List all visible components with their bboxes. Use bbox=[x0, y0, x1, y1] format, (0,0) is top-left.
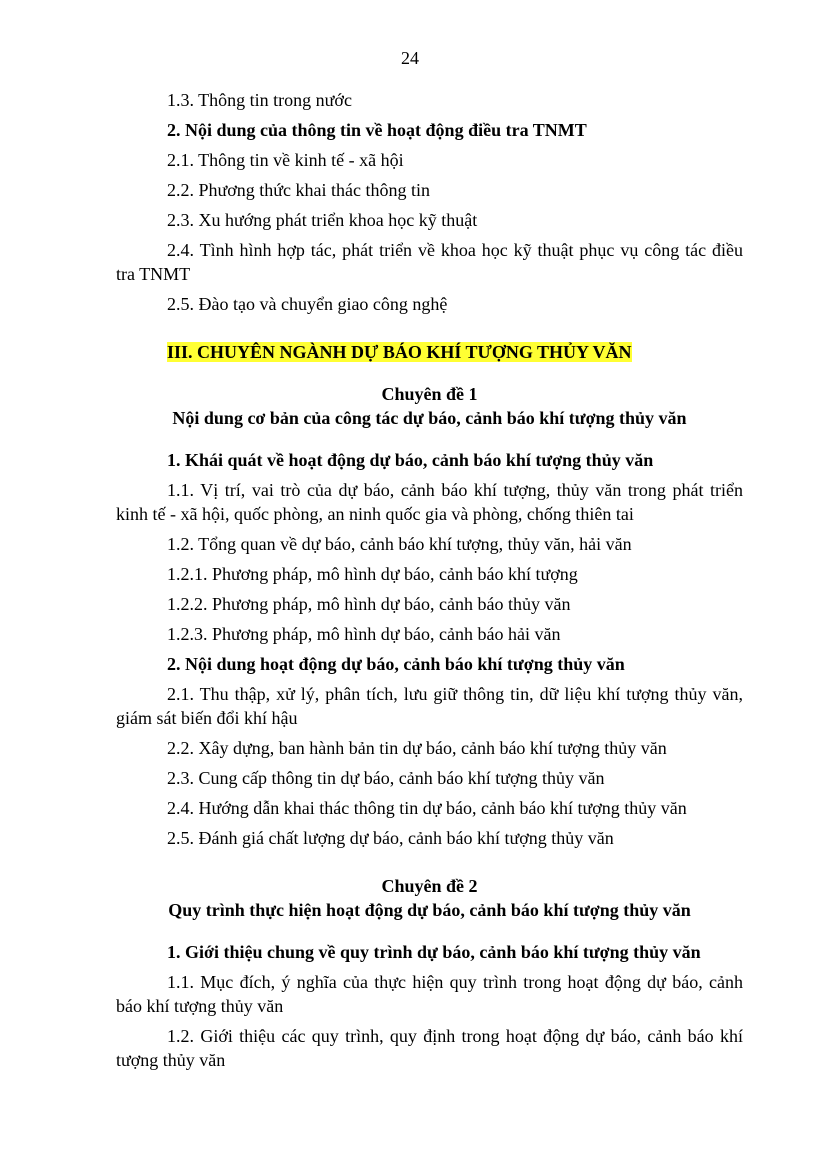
list-item: 2.1. Thu thập, xử lý, phân tích, lưu giữ thông tin, dữ liệu khí tượng thủy văn, giám sát biến đổi khí hậu bbox=[116, 684, 743, 728]
topic-label: Chuyên đề 1 bbox=[381, 384, 478, 404]
section-subheading: 1. Giới thiệu chung về quy trình dự báo, cảnh báo khí tượng thủy văn bbox=[167, 942, 701, 962]
list-item: 2.4. Hướng dẫn khai thác thông tin dự báo, cảnh báo khí tượng thủy văn bbox=[167, 798, 687, 818]
list-item: 1.2.1. Phương pháp, mô hình dự báo, cảnh báo khí tượng bbox=[167, 564, 578, 584]
list-item: 1.2. Giới thiệu các quy trình, quy định trong hoạt động dự báo, cảnh báo khí tượng thủy văn bbox=[116, 1026, 743, 1070]
list-item: 2.4. Tình hình hợp tác, phát triển về khoa học kỹ thuật phục vụ công tác điều tra TNMT bbox=[116, 240, 743, 284]
list-item: 2.1. Thông tin về kinh tế - xã hội bbox=[167, 150, 404, 170]
list-item: 1.1. Vị trí, vai trò của dự báo, cảnh báo khí tượng, thủy văn trong phát triển kinh tế - xã hội, quốc phòng, an ninh quốc gia và phòng, chống thiên tai bbox=[116, 480, 743, 524]
topic-title: Nội dung cơ bản của công tác dự báo, cảnh báo khí tượng thủy văn bbox=[172, 408, 687, 428]
list-item: 1.2.3. Phương pháp, mô hình dự báo, cảnh báo hải văn bbox=[167, 624, 561, 644]
list-item: 2.5. Đánh giá chất lượng dự báo, cảnh báo khí tượng thủy văn bbox=[167, 828, 614, 848]
list-item: 1.2. Tổng quan về dự báo, cảnh báo khí tượng, thủy văn, hải văn bbox=[167, 534, 632, 554]
section-subheading: 1. Khái quát về hoạt động dự báo, cảnh báo khí tượng thủy văn bbox=[167, 450, 654, 470]
list-item: 1.2.2. Phương pháp, mô hình dự báo, cảnh báo thủy văn bbox=[167, 594, 571, 614]
section-heading: III. CHUYÊN NGÀNH DỰ BÁO KHÍ TƯỢNG THỦY VĂN bbox=[167, 342, 632, 362]
section-heading-wrap bbox=[116, 340, 743, 364]
list-item: 2.5. Đào tạo và chuyển giao công nghệ bbox=[167, 294, 448, 314]
list-item: 2.2. Phương thức khai thác thông tin bbox=[167, 180, 431, 200]
list-item: 1.3. Thông tin trong nước bbox=[167, 90, 352, 110]
list-item: 2.3. Xu hướng phát triển khoa học kỹ thuật bbox=[167, 210, 478, 230]
list-item: 1.1. Mục đích, ý nghĩa của thực hiện quy trình trong hoạt động dự báo, cảnh báo khí tượng thủy văn bbox=[116, 972, 743, 1016]
page-number: 24 bbox=[401, 48, 419, 68]
list-item: 2.3. Cung cấp thông tin dự báo, cảnh báo khí tượng thủy văn bbox=[167, 768, 605, 788]
topic-title: Quy trình thực hiện hoạt động dự báo, cảnh báo khí tượng thủy văn bbox=[168, 900, 691, 920]
section-subheading: 2. Nội dung hoạt động dự báo, cảnh báo khí tượng thủy văn bbox=[167, 654, 625, 674]
section-subheading: 2. Nội dung của thông tin về hoạt động điều tra TNMT bbox=[167, 120, 587, 140]
list-item: 2.2. Xây dựng, ban hành bản tin dự báo, cảnh báo khí tượng thủy văn bbox=[167, 738, 667, 758]
document-body bbox=[116, 88, 743, 1072]
topic-label: Chuyên đề 2 bbox=[381, 876, 478, 896]
